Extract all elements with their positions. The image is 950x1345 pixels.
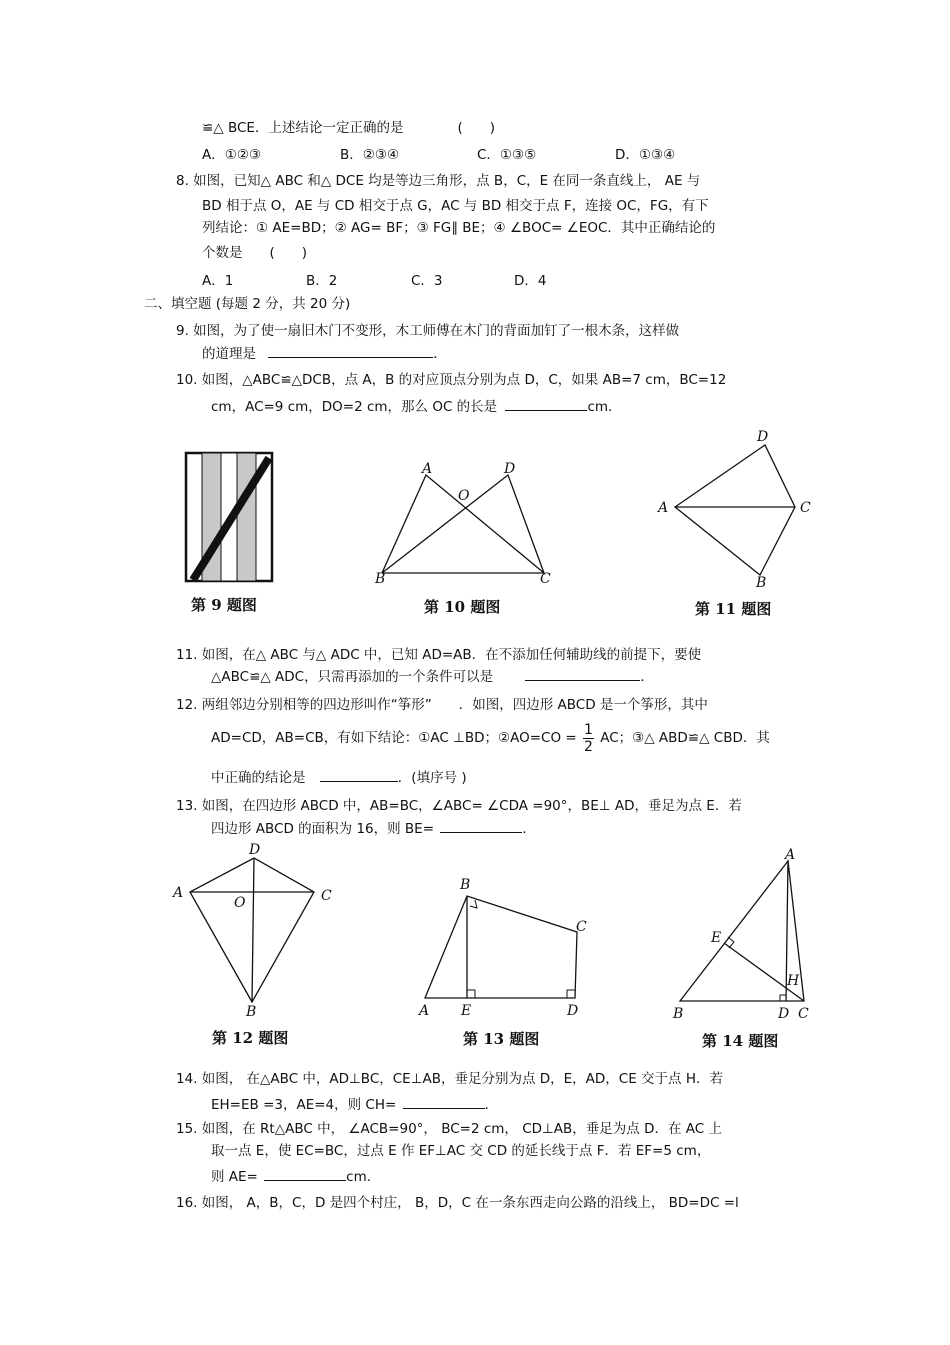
q14-answer-blank[interactable] <box>403 1094 485 1109</box>
f14-label-h: H <box>787 973 800 989</box>
f12-label-o: O <box>234 895 246 911</box>
f10-label-a: A <box>422 461 433 477</box>
q10-unit: cm． <box>587 399 622 415</box>
f12-label-d: D <box>249 842 261 858</box>
f11-label-c: C <box>800 500 811 516</box>
figure-13-caption: 第 13 题图 <box>463 1030 540 1048</box>
q8-option-d: D．4 <box>514 273 547 289</box>
f14-label-d: D <box>778 1006 790 1022</box>
q12-text-c: 中正确的结论是 <box>211 770 306 786</box>
f10-label-o: O <box>458 488 470 504</box>
q13-answer-blank[interactable] <box>440 818 522 833</box>
q8-option-c: C．3 <box>411 273 443 289</box>
q15-line-2: 取一点 E，使 EC=BC，过点 E 作 EF⊥AC 交 CD 的延长线于点 F．若 EF=5 cm， <box>211 1143 711 1159</box>
f13-label-a: A <box>419 1003 430 1019</box>
f13-label-c: C <box>576 919 587 935</box>
figure-10 <box>370 455 560 590</box>
section-2-title: 二、填空题 (每题 2 分，共 20 分) <box>144 296 351 312</box>
figure-11 <box>655 425 820 590</box>
q7-option-c: C．①③⑤ <box>477 147 537 163</box>
q11-answer-blank[interactable] <box>525 666 640 681</box>
f12-label-c: C <box>321 888 332 904</box>
figure-9 <box>185 452 275 584</box>
f12-label-a: A <box>173 885 184 901</box>
q10-line-1: 10. 如图，△ABC≌△DCB，点 A，B 的对应顶点分别为点 D，C，如果 AB=7 cm，BC=12 <box>176 372 727 388</box>
figure-13 <box>415 872 595 1022</box>
q15-unit: cm. <box>346 1169 372 1185</box>
q11-line-1: 11. 如图，在△ ABC 与△ ADC 中，已知 AD=AB．在不添加任何辅助线的前提下，要使 <box>176 647 702 663</box>
figure-10-caption: 第 10 题图 <box>424 598 501 616</box>
q10-line-2 <box>211 396 622 417</box>
q7-tail: ≌△ BCE．上述结论一定正确的是 ( ) <box>202 120 495 136</box>
q15-line-1: 15. 如图，在 Rt△ABC 中， ∠ACB=90°， BC=2 cm， CD⊥AB，垂足为点 D．在 AC 上 <box>176 1121 722 1137</box>
q8-option-b: B．2 <box>306 273 338 289</box>
q8-option-a: A．1 <box>202 273 234 289</box>
q12-line-3 <box>211 767 467 788</box>
f10-label-c: C <box>540 571 551 587</box>
q12-fraction-num: 1 <box>583 721 593 738</box>
q13-line-1: 13. 如图，在四边形 ABCD 中，AB=BC，∠ABC= ∠CDA =90°，BE⊥ AD，垂足为点 E．若 <box>176 798 742 814</box>
q11-line-2: △ABC≌△ ADC，只需再添加的一个条件可以是 ． <box>211 666 654 687</box>
figure-14 <box>670 845 820 1025</box>
q12-text-b: AC；③△ ABD≌△ CBD．其 <box>600 730 770 746</box>
q7-option-b: B．②③④ <box>340 147 400 163</box>
q14-line-2: EH=EB =3，AE=4，则 CH= . <box>211 1094 489 1115</box>
figure-11-caption: 第 11 题图 <box>695 600 772 618</box>
f14-label-a: A <box>785 847 796 863</box>
f14-label-e: E <box>711 930 722 946</box>
f13-label-b: B <box>460 877 471 893</box>
f12-label-b: B <box>246 1004 257 1020</box>
q10-answer-blank[interactable] <box>505 396 587 411</box>
q8-line-1: 8. 如图，已知△ ABC 和△ DCE 均是等边三角形，点 B，C，E 在同一条直线上， AE 与 <box>176 173 701 189</box>
q13-line-2: 四边形 ABCD 的面积为 16，则 BE= ． <box>211 818 536 839</box>
q12-fraction-den: 2 <box>583 738 593 755</box>
f13-label-d: D <box>567 1003 579 1019</box>
f11-label-a: A <box>658 500 669 516</box>
q7-option-a: A．①②③ <box>202 147 262 163</box>
q12-text-a: AD=CD，AB=CB，有如下结论：①AC ⊥BD；②AO=CO = <box>211 730 577 746</box>
q12-line-1: 12. 两组邻边分别相等的四边形叫作“筝形” ．如图，四边形 ABCD 是一个筝形，其中 <box>176 697 708 713</box>
q15-answer-blank[interactable] <box>264 1166 346 1181</box>
q16-line-1: 16. 如图， A，B，C，D 是四个村庄， B，D，C 在一条东西走向公路的沿线上， BD=DC =l <box>176 1195 739 1211</box>
q15-text: 则 AE= <box>211 1169 258 1185</box>
figure-12-caption: 第 12 题图 <box>212 1029 289 1047</box>
q8-line-2: BD 相于点 O，AE 与 CD 相交于点 G，AC 与 BD 相交于点 F，连接 OC，FG，有下 <box>202 198 709 214</box>
q12-answer-blank[interactable] <box>320 767 398 782</box>
q15-line-3 <box>211 1166 371 1187</box>
figure-12 <box>170 840 340 1020</box>
q10-text: cm，AC=9 cm，DO=2 cm，那么 OC 的长是 <box>211 399 498 415</box>
figure-14-caption: 第 14 题图 <box>702 1032 779 1050</box>
q7-option-d: D．①③④ <box>615 147 676 163</box>
q12-fraction <box>583 722 594 755</box>
q9-answer-blank[interactable] <box>268 343 433 358</box>
q8-line-4: 个数是 ( ) <box>202 245 308 261</box>
figure-9-caption: 第 9 题图 <box>191 596 257 614</box>
f10-label-b: B <box>375 571 386 587</box>
q14-line-1: 14. 如图， 在△ABC 中，AD⊥BC，CE⊥AB，垂足分别为点 D，E，AD，CE 交于点 H．若 <box>176 1071 723 1087</box>
q9-line-2: 的道理是 ． <box>202 343 447 364</box>
f14-label-b: B <box>673 1006 684 1022</box>
q9-text: 的道理是 <box>202 346 256 362</box>
f13-label-e: E <box>461 1003 472 1019</box>
f10-label-d: D <box>504 461 516 477</box>
f14-label-c: C <box>798 1006 809 1022</box>
q11-text: △ABC≌△ ADC，只需再添加的一个条件可以是 <box>211 669 494 685</box>
q8-line-3: 列结论：① AE=BD；② AG= BF；③ FG∥ BE；④ ∠BOC= ∠EOC．其中正确结论的 <box>202 220 716 236</box>
f11-label-b: B <box>756 575 767 591</box>
q13-text: 四边形 ABCD 的面积为 16，则 BE= <box>211 821 435 837</box>
q12-line-2 <box>211 720 770 756</box>
f11-label-d: D <box>757 429 769 445</box>
q12-tail: ．(填序号 ) <box>397 770 467 786</box>
q9-line-1: 9. 如图，为了使一扇旧木门不变形，木工师傅在木门的背面加钉了一根木条，这样做 <box>176 323 680 339</box>
q14-text: EH=EB =3，AE=4，则 CH= <box>211 1097 397 1113</box>
